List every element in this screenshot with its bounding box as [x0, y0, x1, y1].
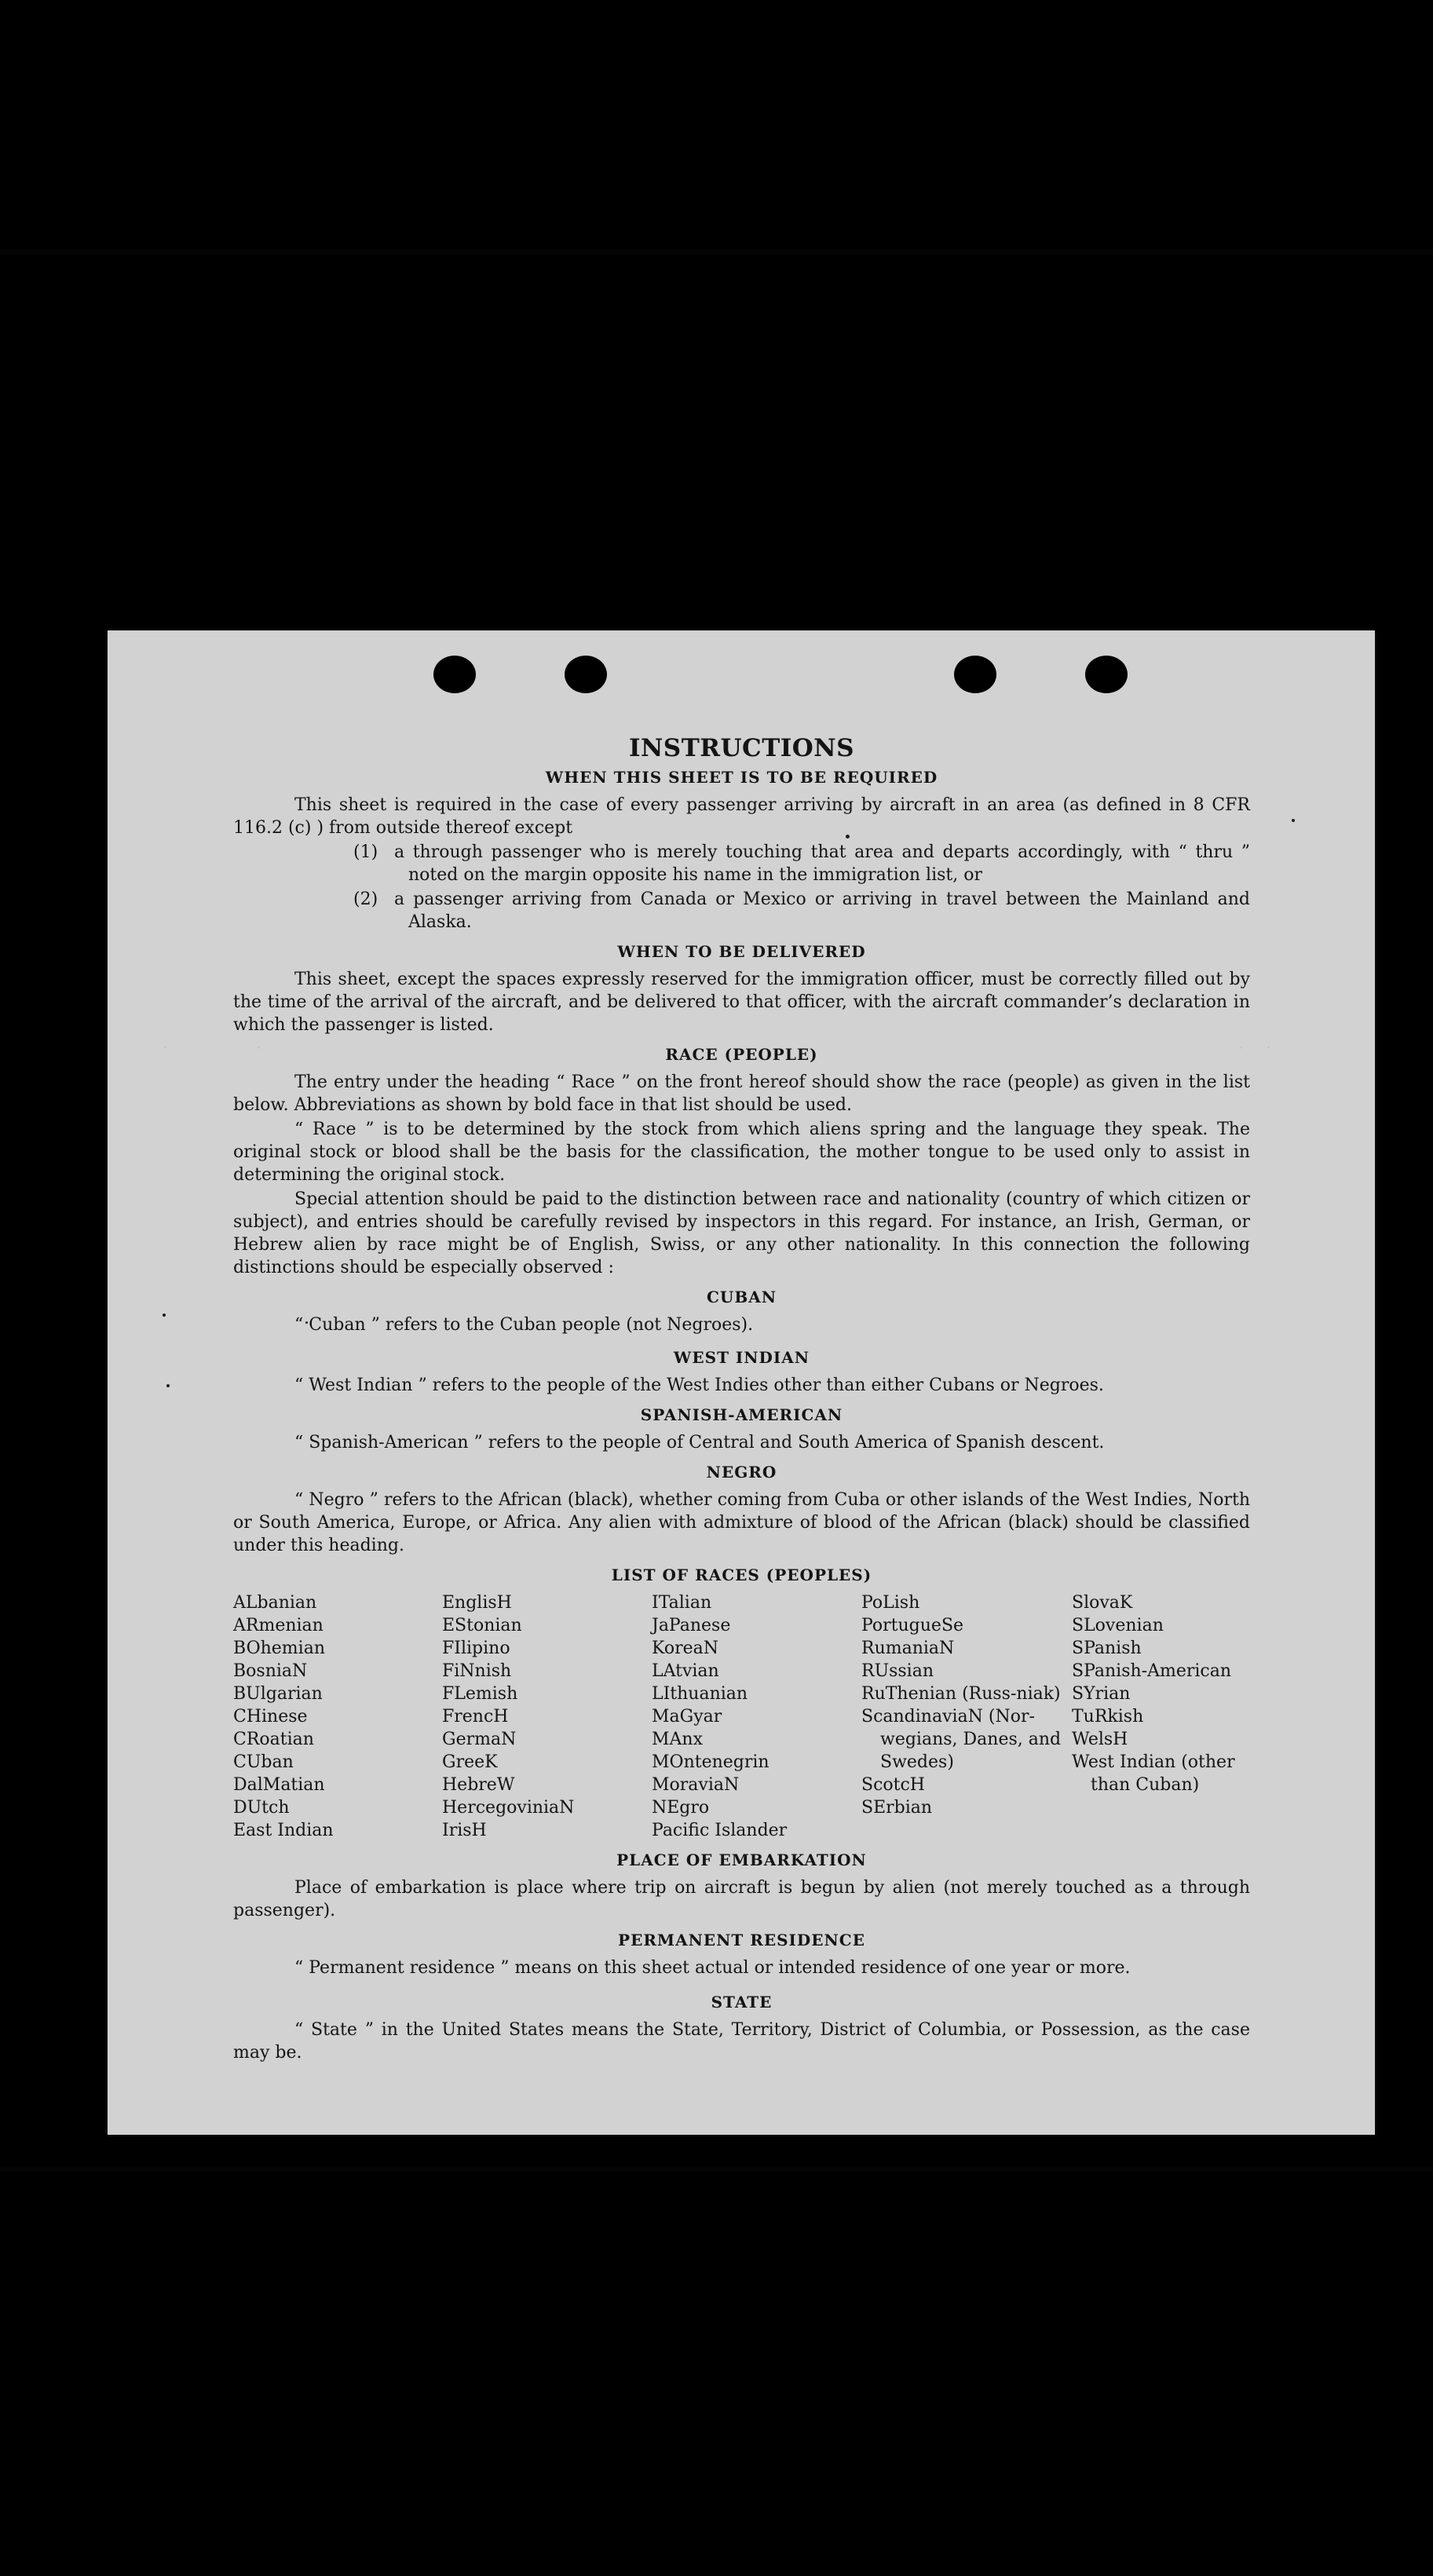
list-item-text: a passenger arriving from Canada or Mexico or arriving in travel between the Mainland and Alaska. [394, 890, 1250, 932]
race-item: PortugueSe [861, 1616, 964, 1635]
paragraph-spanish-american: “ Spanish-American ” refers to the people of Central and South America of Spanish descent. [294, 1433, 1105, 1452]
list-item [233, 841, 1250, 886]
race-item: ITalian [652, 1593, 712, 1613]
punch-hole [433, 656, 476, 693]
race-item: ScandinaviaN (Nor-wegians, Danes, and Swedes) [861, 1707, 1062, 1772]
paragraph-race-3: Special attention should be paid to the distinction between race and nationality (country of which citizen or subject), and entries should be carefully revised by inspectors in this regard. For instance, an Irish, German, or Hebrew alien by race might be of English, Swiss, or any other nationality. In this connection the following distinctions should be especially observed : [233, 1189, 1250, 1277]
race-item: CHinese [233, 1707, 308, 1726]
race-item: SErbian [861, 1798, 933, 1818]
race-item: SlovaK [1072, 1593, 1133, 1613]
race-item: LIthuanian [652, 1684, 748, 1704]
race-item: BUlgarian [233, 1684, 323, 1704]
race-item: KoreaN [652, 1639, 718, 1658]
race-item: FrencH [442, 1707, 509, 1726]
race-item: GreeK [442, 1752, 498, 1772]
races-column [652, 1591, 861, 1842]
race-item: TuRkish [1072, 1707, 1144, 1726]
instruction-sheet: · · · · INSTRUCTIONS WHEN THIS SHEET IS TO BE REQUIRED This sheet is required in the case of every passenger arriving by aircraft in an area (as defined in 8 CFR 116.2 (c) ) from outside thereof except (1) a through passenger who is merely touching that area and departs accordingly, with “ thru ” noted on the margin opposite his name in the immigration list, or (2) a passenger arriving from Canada or Mexico or arriving in travel between the Mainland and Alaska. WHEN TO BE DELIVERED This sheet, except the spaces expressly reserved for the immigration officer, must be correctly filled out by the time of the arrival of the aircraft, and be delivered to that officer, with the aircraft commander’s declaration in which the passenger is listed. RACE (PEOPLE) The entry under the heading “ Race ” on the front hereof should show the race (people) as given in the list below. Abbreviations as shown by bold face in that list should be used. “ Race ” is to be determined by the stock from which aliens spring and the language they speak. The original stock or blood shall be the basis for the classification, the mother tongue to be used only to assist in determining the original stock. Special attention should be paid to the distinction between race and nationality (country of which citizen or subject), and entries should be carefully revised by inspectors in this regard. For instance, an Irish, German, or Hebrew alien by race might be of English, Swiss, or any other nationality. In this connection the following distinctions should be especially observed : CUBAN “ Cuban ” refers to the Cuban people (not Negroes). WEST INDIAN “ West Indian ” refers to the people of the West Indies other than either Cubans or Negroes. SPANISH-AMERICAN “ Spanish-American ” refers to the people of Central and South America of Spanish descent. NEGRO “ Negro ” refers to the African (black), whether coming from Cuba or other islands of the West Indies, North or South America, Europe, or Africa. Any alien with admixture of blood of the African (black) should be classified under this heading. LIST OF RACES (PEOPLES) ALbanian ARmenian BOhemian BosniaN BUlgarian CHinese CRoatian CUban DalMatian DUtch East Indian EnglisH EStonian FIlipino FiNnish FLemish FrencH GermaN GreeK HebreW HercegoviniaN IrisH ITalian JaPanese KoreaN LAtvian LIthuanian MaGyar MAnx MOntenegrin MoraviaN NEgro Pacific Islander PoLish PortugueSe RumaniaN RUssian RuThenian (Russ-niak) ScandinaviaN (Nor-wegians, Danes, and Swedes) ScotcH SErbian SlovaK SLovenian SPanish SPanish-American SYrian TuRkish WelsH West Indian (other than Cuban) PLACE OF EMBARKATION Place of embarkation is place where trip on aircraft is begun by alien (not merely touched as a through passenger). PERMANENT RESIDENCE “ Permanent residence ” means on this sheet actual or intended residence of one year or more. STATE “ State ” in the United States means the State, Territory, District of Columbia, or Possession, as the case may be. [108, 630, 1375, 2135]
race-item: MAnx [652, 1730, 703, 1749]
section-heading-west-indian: WEST INDIAN [673, 1348, 810, 1367]
paragraph-place-of-embarkation: Place of embarkation is place where trip on aircraft is begun by alien (not merely touched as a through passenger). [233, 1878, 1250, 1920]
race-item: ARmenian [233, 1616, 324, 1635]
race-item: ScotcH [861, 1775, 925, 1795]
race-item: MaGyar [652, 1707, 722, 1726]
race-item: IrisH [442, 1821, 487, 1840]
page-title: INSTRUCTIONS [628, 734, 855, 762]
paragraph-race-2: “ Race ” is to be determined by the stock from which aliens spring and the language they speak. The original stock or blood shall be the basis for the classification, the mother tongue to be used only to assist in determining the original stock. [233, 1120, 1250, 1185]
paragraph-race-1: The entry under the heading “ Race ” on the front hereof should show the race (people) as given in the list below. Abbreviations as shown by bold face in that list should be used. [233, 1072, 1250, 1115]
race-item: ALbanian [233, 1593, 317, 1613]
section-heading-place-of-embarkation: PLACE OF EMBARKATION [616, 1851, 867, 1869]
races-column [233, 1591, 442, 1842]
list-item-text: a through passenger who is merely touching that area and departs accordingly, with “ thru ” noted on the margin opposite his name in the immigration list, or [394, 842, 1250, 885]
races-column [861, 1591, 1072, 1842]
race-item: HercegoviniaN [442, 1798, 575, 1818]
race-item: SPanish-American [1072, 1661, 1232, 1681]
punch-hole [954, 656, 996, 693]
race-item: BosniaN [233, 1661, 308, 1681]
race-item: HebreW [442, 1775, 515, 1795]
race-item: RuThenian (Russ-niak) [861, 1684, 1061, 1704]
race-item: DalMatian [233, 1775, 325, 1795]
race-item: FIlipino [442, 1639, 510, 1658]
race-item: East Indian [233, 1821, 334, 1840]
races-list [233, 1591, 1250, 1842]
paragraph-when-delivered: This sheet, except the spaces expressly reserved for the immigration officer, must be correctly filled out by the time of the arrival of the aircraft, and be delivered to that officer, with the aircraft commander’s declaration in which the passenger is listed. [233, 970, 1250, 1035]
race-item: BOhemian [233, 1639, 325, 1658]
race-item: WelsH [1072, 1730, 1128, 1749]
punch-hole [565, 656, 607, 693]
races-column [1072, 1591, 1250, 1842]
paragraph-cuban: “ Cuban ” refers to the Cuban people (not Negroes). [294, 1315, 754, 1335]
section-heading-when-required: WHEN THIS SHEET IS TO BE REQUIRED [545, 768, 938, 787]
punch-hole [1085, 656, 1128, 693]
race-item: CUban [233, 1752, 294, 1772]
paragraph-when-required: This sheet is required in the case of every passenger arriving by aircraft in an area (as defined in 8 CFR 116.2 (c) ) from outside thereof except [233, 795, 1250, 838]
race-item: JaPanese [652, 1616, 731, 1635]
race-item: EStonian [442, 1616, 522, 1635]
race-item: NEgro [652, 1798, 710, 1818]
paragraph-permanent-residence: “ Permanent residence ” means on this sheet actual or intended residence of one year or more. [294, 1958, 1131, 1978]
list-item-number: (1) [353, 842, 378, 862]
race-item: FLemish [442, 1684, 518, 1704]
instructions-content [233, 733, 1250, 2066]
race-item: DUtch [233, 1798, 290, 1818]
race-item: CRoatian [233, 1730, 314, 1749]
paragraph-negro: “ Negro ” refers to the African (black), whether coming from Cuba or other islands of the West Indies, North or South America, Europe, or Africa. Any alien with admixture of blood of the African (black) should be classified under this heading. [233, 1490, 1250, 1555]
race-item: PoLish [861, 1593, 920, 1613]
race-item: West Indian (other than Cuban) [1072, 1752, 1235, 1795]
section-heading-permanent-residence: PERMANENT RESIDENCE [618, 1931, 865, 1949]
race-item: RumaniaN [861, 1639, 955, 1658]
section-heading-when-delivered: WHEN TO BE DELIVERED [617, 942, 866, 961]
paragraph-state: “ State ” in the United States means the State, Territory, District of Columbia, or Possession, as the case may be. [233, 2020, 1250, 2063]
race-item: LAtvian [652, 1661, 719, 1681]
race-item: FiNnish [442, 1661, 512, 1681]
section-heading-state: STATE [711, 1993, 773, 2011]
section-heading-cuban: CUBAN [706, 1288, 777, 1306]
race-item: SYrian [1072, 1684, 1131, 1704]
race-item: MOntenegrin [652, 1752, 770, 1772]
race-item: GermaN [442, 1730, 517, 1749]
race-item: Pacific Islander [652, 1821, 788, 1840]
list-item-number: (2) [353, 890, 378, 909]
races-column [442, 1591, 652, 1842]
section-heading-list-of-races: LIST OF RACES (PEOPLES) [611, 1566, 872, 1584]
section-heading-race: RACE (PEOPLE) [665, 1045, 818, 1064]
paragraph-west-indian: “ West Indian ” refers to the people of the West Indies other than either Cubans or Negroes. [294, 1376, 1104, 1395]
race-item: EnglisH [442, 1593, 512, 1613]
list-item [233, 888, 1250, 934]
section-heading-spanish-american: SPANISH-AMERICAN [640, 1405, 843, 1424]
race-item: SPanish [1072, 1639, 1142, 1658]
race-item: SLovenian [1072, 1616, 1164, 1635]
section-heading-negro: NEGRO [706, 1463, 777, 1482]
race-item: RUssian [861, 1661, 934, 1681]
race-item: MoraviaN [652, 1775, 740, 1795]
